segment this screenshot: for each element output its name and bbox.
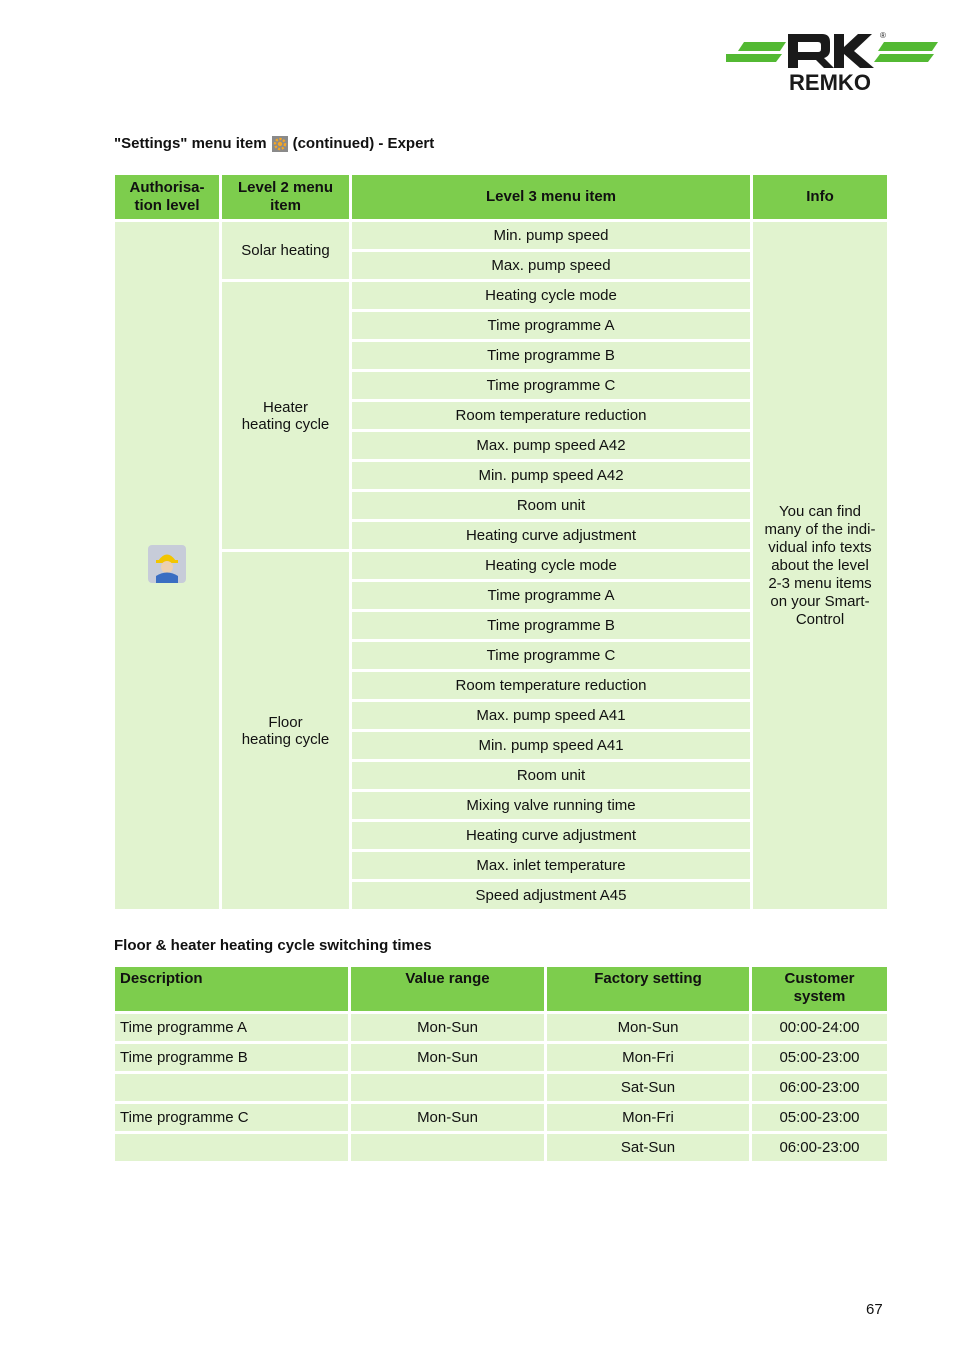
- level3-menu-item: Time programme A: [352, 582, 750, 609]
- level3-menu-item: Room unit: [352, 762, 750, 789]
- level2-menu-label: Floor heating cycle: [241, 713, 330, 748]
- level3-menu-item: Heating curve adjustment: [352, 822, 750, 849]
- factory-setting-cell: Mon-Fri: [547, 1044, 749, 1071]
- level3-menu-item: Max. pump speed: [352, 252, 750, 279]
- description-cell: Time programme C: [115, 1104, 348, 1131]
- customer-system-cell: 06:00-23:00: [752, 1134, 887, 1161]
- level3-menu-item: Room temperature reduction: [352, 672, 750, 699]
- table-row: [115, 1014, 887, 1041]
- customer-system-cell: 05:00-23:00: [752, 1044, 887, 1071]
- authorisation-level-cell: [115, 222, 219, 909]
- customer-system-cell: 06:00-23:00: [752, 1074, 887, 1101]
- remko-logo: [726, 30, 938, 94]
- level3-menu-item: Max. pump speed A41: [352, 702, 750, 729]
- header-authorisation-level: [115, 175, 219, 219]
- value-range-cell: [351, 1074, 544, 1101]
- description-cell: [115, 1134, 348, 1161]
- factory-setting-cell: Sat-Sun: [547, 1074, 749, 1101]
- section-heading-settings: [114, 135, 434, 152]
- level3-menu-item: Heating curve adjustment: [352, 522, 750, 549]
- table-header-row: [115, 175, 887, 219]
- level3-menu-item: Min. pump speed A41: [352, 732, 750, 759]
- switching-times-table: [112, 964, 890, 1164]
- level3-menu-item: Time programme B: [352, 342, 750, 369]
- level2-menu-label: Solar heating: [241, 242, 330, 259]
- info-text: You can find many of the indi- vidual info texts about the level 2-3 menu items on your Smart- Control: [764, 502, 876, 628]
- level3-menu-item: Time programme A: [352, 312, 750, 339]
- description-cell: Time programme A: [115, 1014, 348, 1041]
- level3-menu-item: Room unit: [352, 492, 750, 519]
- level3-menu-item: Time programme C: [352, 642, 750, 669]
- level2-menu-label: Heater heating cycle: [241, 398, 330, 433]
- page-number: 67: [866, 1301, 883, 1318]
- level3-menu-item: Max. inlet temperature: [352, 852, 750, 879]
- registered-mark: ®: [880, 31, 886, 40]
- heading-text-after: (continued) - Expert: [292, 135, 435, 152]
- level3-menu-item: Speed adjustment A45: [352, 882, 750, 909]
- brand-wordmark: REMKO: [789, 70, 871, 94]
- header-value-range: Value range: [351, 967, 544, 1011]
- table-row: [115, 1044, 887, 1071]
- section-heading-switching-times: Floor & heater heating cycle switching times: [114, 937, 432, 954]
- level3-menu-item: Time programme B: [352, 612, 750, 639]
- description-cell: [115, 1074, 348, 1101]
- header-level2-menu-item: [222, 175, 349, 219]
- table-row: [115, 1074, 887, 1101]
- level3-menu-item: Min. pump speed: [352, 222, 750, 249]
- customer-system-cell: 05:00-23:00: [752, 1104, 887, 1131]
- level2-menu-item: [222, 222, 349, 279]
- header-level3-menu-item: Level 3 menu item: [352, 175, 750, 219]
- value-range-cell: [351, 1134, 544, 1161]
- level3-menu-item: Mixing valve running time: [352, 792, 750, 819]
- heading-text-before: "Settings" menu item: [114, 135, 267, 152]
- level3-menu-item: Room temperature reduction: [352, 402, 750, 429]
- factory-setting-cell: Sat-Sun: [547, 1134, 749, 1161]
- level3-menu-item: Time programme C: [352, 372, 750, 399]
- level2-menu-item: [222, 552, 349, 909]
- level3-menu-item: Heating cycle mode: [352, 282, 750, 309]
- customer-system-cell: 00:00-24:00: [752, 1014, 887, 1041]
- table-header-row: [115, 967, 887, 1011]
- table-row: [115, 1134, 887, 1161]
- value-range-cell: Mon-Sun: [351, 1104, 544, 1131]
- header-info: Info: [753, 175, 887, 219]
- header-customer-system-text: Customer system: [784, 970, 855, 1005]
- info-cell: [753, 222, 887, 909]
- header-customer-system: [752, 967, 887, 1011]
- header-description: Description: [115, 967, 348, 1011]
- value-range-cell: Mon-Sun: [351, 1014, 544, 1041]
- table-row: [115, 222, 887, 249]
- header-factory-setting: Factory setting: [547, 967, 749, 1011]
- expert-technician-icon: [148, 545, 186, 583]
- level3-menu-item: Min. pump speed A42: [352, 462, 750, 489]
- factory-setting-cell: Mon-Fri: [547, 1104, 749, 1131]
- value-range-cell: Mon-Sun: [351, 1044, 544, 1071]
- level3-menu-item: Max. pump speed A42: [352, 432, 750, 459]
- description-cell: Time programme B: [115, 1044, 348, 1071]
- level2-menu-item: [222, 282, 349, 549]
- factory-setting-cell: Mon-Sun: [547, 1014, 749, 1041]
- header-authorisation-level-text: Authorisa- tion level: [129, 179, 205, 214]
- level3-menu-item: Heating cycle mode: [352, 552, 750, 579]
- settings-gear-icon: [272, 136, 288, 152]
- settings-expert-table: [112, 172, 890, 912]
- header-level2-menu-item-text: Level 2 menu item: [237, 179, 334, 214]
- table-row: [115, 1104, 887, 1131]
